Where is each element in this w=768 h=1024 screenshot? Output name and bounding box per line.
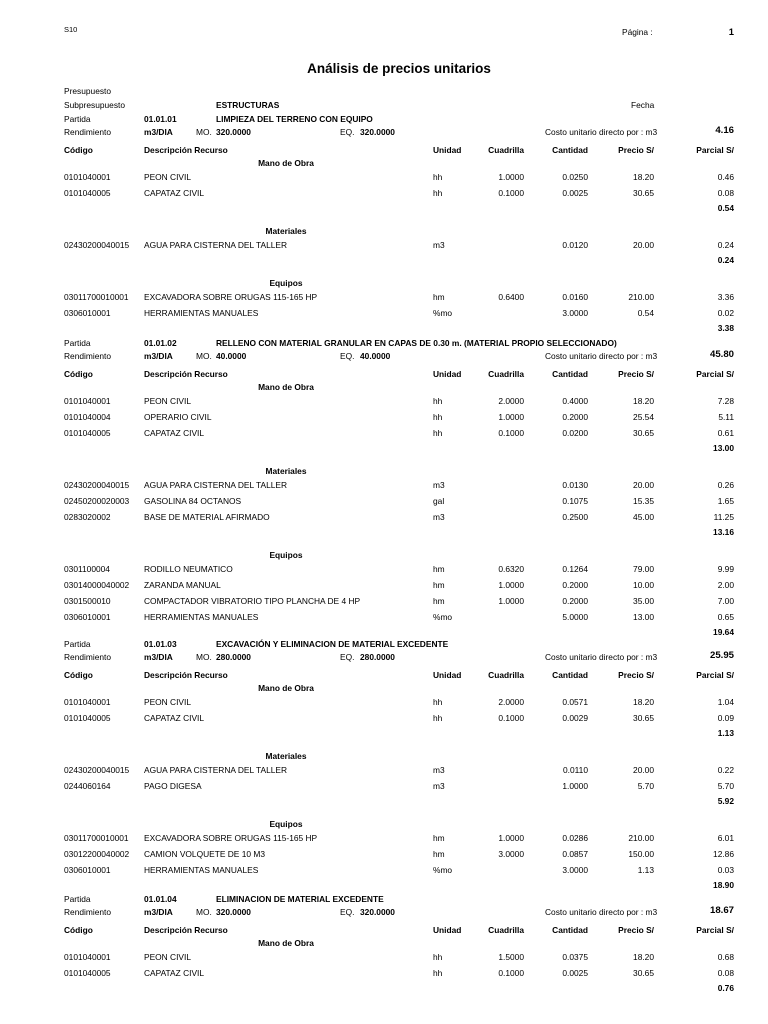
resource-cantidad: 1.0000 xyxy=(562,781,588,791)
partida-name: ELIMINACION DE MATERIAL EXCEDENTE xyxy=(216,894,384,904)
resource-cantidad: 0.0200 xyxy=(562,428,588,438)
resource-unit: m3 xyxy=(433,781,445,791)
resource-cuadrilla: 0.6400 xyxy=(498,292,524,302)
col-header-precio: Precio S/ xyxy=(618,670,654,680)
resource-description: EXCAVADORA SOBRE ORUGAS 115-165 HP xyxy=(144,833,318,843)
resource-unit: hh xyxy=(433,952,443,962)
resource-description: PEON CIVIL xyxy=(144,172,192,182)
resource-code: 0283020002 xyxy=(64,512,111,522)
group-title: Materiales xyxy=(265,466,307,476)
resource-unit: hm xyxy=(433,849,445,859)
rendimiento-label: Rendimiento xyxy=(64,652,112,662)
resource-precio: 210.00 xyxy=(628,292,654,302)
resource-unit: hm xyxy=(433,580,445,590)
report-code: S10 xyxy=(64,25,78,34)
resource-description: OPERARIO CIVIL xyxy=(144,412,212,422)
resource-unit: hm xyxy=(433,564,445,574)
resource-code: 0301100004 xyxy=(64,564,110,574)
resource-parcial: 0.08 xyxy=(717,188,734,198)
rendimiento-unit: m3/DIA xyxy=(144,652,173,662)
resource-parcial: 0.65 xyxy=(717,612,734,622)
resource-cantidad: 0.0110 xyxy=(563,765,588,775)
resource-cuadrilla: 1.0000 xyxy=(498,580,524,590)
resource-cantidad: 0.0120 xyxy=(562,240,588,250)
col-header-cuadrilla: Cuadrilla xyxy=(488,145,524,155)
resource-description: AGUA PARA CISTERNA DEL TALLER xyxy=(144,765,288,775)
resource-code: 0301500010 xyxy=(64,596,111,606)
col-header-codigo: Código xyxy=(64,670,93,680)
page-number: 1 xyxy=(728,26,734,37)
resource-cantidad: 3.0000 xyxy=(562,308,588,318)
resource-cuadrilla: 2.0000 xyxy=(498,697,524,707)
resource-description: CAPATAZ CIVIL xyxy=(144,188,205,198)
resource-cantidad: 0.2000 xyxy=(562,596,588,606)
resource-precio: 150.00 xyxy=(628,849,654,859)
resource-precio: 18.20 xyxy=(633,172,654,182)
resource-code: 02430200040015 xyxy=(64,765,130,775)
resource-precio: 20.00 xyxy=(633,765,654,775)
col-header-cantidad: Cantidad xyxy=(552,925,588,935)
col-header-descripcion: Descripción Recurso xyxy=(144,145,228,155)
resource-parcial: 5.11 xyxy=(718,412,734,422)
resource-cantidad: 5.0000 xyxy=(562,612,588,622)
costo-label: Costo unitario directo por : m3 xyxy=(545,652,658,662)
resource-description: PEON CIVIL xyxy=(144,396,192,406)
resource-parcial: 9.99 xyxy=(717,564,734,574)
resource-code: 0244060164 xyxy=(64,781,111,791)
resource-description: COMPACTADOR VIBRATORIO TIPO PLANCHA DE 4 HP xyxy=(144,596,361,606)
resource-description: HERRAMIENTAS MANUALES xyxy=(144,612,259,622)
resource-code: 0101040001 xyxy=(64,952,111,962)
mo-label: MO. xyxy=(196,652,212,662)
resource-precio: 79.00 xyxy=(633,564,654,574)
page-label: Página : xyxy=(622,27,653,37)
resource-code: 0101040004 xyxy=(64,412,111,422)
group-subtotal: 0.54 xyxy=(717,203,734,213)
col-header-cantidad: Cantidad xyxy=(552,670,588,680)
partida-label: Partida xyxy=(64,894,91,904)
resource-parcial: 0.46 xyxy=(717,172,734,182)
resource-description: GASOLINA 84 OCTANOS xyxy=(144,496,242,506)
resource-parcial: 3.36 xyxy=(717,292,734,302)
col-header-cantidad: Cantidad xyxy=(552,145,588,155)
resource-precio: 30.65 xyxy=(633,968,654,978)
resource-code: 0101040005 xyxy=(64,968,111,978)
resource-parcial: 12.86 xyxy=(713,849,734,859)
resource-parcial: 6.01 xyxy=(717,833,734,843)
resource-precio: 25.54 xyxy=(633,412,654,422)
group-subtotal: 3.38 xyxy=(717,323,734,333)
resource-parcial: 2.00 xyxy=(717,580,734,590)
resource-parcial: 0.61 xyxy=(717,428,734,438)
partida-total: 45.80 xyxy=(709,349,734,360)
resource-parcial: 11.25 xyxy=(713,512,734,522)
mo-value: 320.0000 xyxy=(216,907,251,917)
resource-code: 03011700010001 xyxy=(64,292,129,302)
resource-precio: 5.70 xyxy=(637,781,654,791)
col-header-unidad: Unidad xyxy=(433,369,462,379)
resource-unit: m3 xyxy=(433,480,445,490)
mo-value: 280.0000 xyxy=(216,652,251,662)
resource-cantidad: 0.0857 xyxy=(562,849,588,859)
resource-cantidad: 0.0025 xyxy=(562,968,588,978)
resource-precio: 18.20 xyxy=(633,952,654,962)
group-title: Mano de Obra xyxy=(258,938,314,948)
resource-unit: m3 xyxy=(433,512,445,522)
group-title: Equipos xyxy=(269,819,303,829)
resource-unit: hm xyxy=(433,833,445,843)
resource-parcial: 0.09 xyxy=(717,713,734,723)
resource-unit: hh xyxy=(433,428,443,438)
resource-cuadrilla: 1.0000 xyxy=(498,833,524,843)
resource-parcial: 0.03 xyxy=(717,865,734,875)
rendimiento-unit: m3/DIA xyxy=(144,127,173,137)
resource-cuadrilla: 3.0000 xyxy=(498,849,524,859)
resource-cuadrilla: 0.1000 xyxy=(498,188,524,198)
resource-unit: hh xyxy=(433,396,443,406)
resource-description: CAMION VOLQUETE DE 10 M3 xyxy=(144,849,265,859)
resource-cantidad: 0.0571 xyxy=(562,697,588,707)
resource-precio: 30.65 xyxy=(633,713,654,723)
mo-label: MO. xyxy=(196,351,212,361)
eq-label: EQ. xyxy=(340,907,355,917)
col-header-codigo: Código xyxy=(64,925,93,935)
resource-precio: 0.54 xyxy=(637,308,654,318)
resource-parcial: 1.65 xyxy=(717,496,734,506)
partida-name: RELLENO CON MATERIAL GRANULAR EN CAPAS DE 0.30 m. (MATERIAL PROPIO SELECCIONADO) xyxy=(216,338,617,348)
resource-cantidad: 0.0130 xyxy=(562,480,588,490)
partida-name: EXCAVACIÓN Y ELIMINACION DE MATERIAL EXCEDENTE xyxy=(216,639,449,649)
partida-total: 4.16 xyxy=(715,125,734,136)
resource-cantidad: 0.0250 xyxy=(562,172,588,182)
resource-unit: hm xyxy=(433,596,445,606)
resource-unit: hh xyxy=(433,713,443,723)
rendimiento-label: Rendimiento xyxy=(64,351,112,361)
resource-cantidad: 3.0000 xyxy=(562,865,588,875)
resource-cantidad: 0.4000 xyxy=(562,396,588,406)
resource-unit: hh xyxy=(433,188,443,198)
resource-cuadrilla: 1.0000 xyxy=(498,172,524,182)
resource-parcial: 0.22 xyxy=(717,765,734,775)
resource-code: 0101040005 xyxy=(64,713,111,723)
col-header-parcial: Parcial S/ xyxy=(696,145,734,155)
resource-precio: 20.00 xyxy=(633,240,654,250)
partida-code: 01.01.04 xyxy=(144,894,177,904)
resource-unit: %mo xyxy=(433,612,453,622)
resource-code: 0101040001 xyxy=(64,697,111,707)
col-header-parcial: Parcial S/ xyxy=(696,925,734,935)
group-subtotal: 18.90 xyxy=(713,880,734,890)
resource-parcial: 7.28 xyxy=(717,396,734,406)
resource-unit: hm xyxy=(433,292,445,302)
resource-cantidad: 0.0375 xyxy=(562,952,588,962)
resource-cantidad: 0.2000 xyxy=(562,412,588,422)
resource-description: CAPATAZ CIVIL xyxy=(144,968,205,978)
resource-cuadrilla: 0.1000 xyxy=(498,968,524,978)
col-header-parcial: Parcial S/ xyxy=(696,369,734,379)
resource-description: PEON CIVIL xyxy=(144,697,192,707)
col-header-unidad: Unidad xyxy=(433,925,462,935)
col-header-precio: Precio S/ xyxy=(618,925,654,935)
partida-code: 01.01.03 xyxy=(144,639,177,649)
resource-precio: 1.13 xyxy=(637,865,654,875)
mo-label: MO. xyxy=(196,127,212,137)
subpresupuesto-label: Subpresupuesto xyxy=(64,100,125,110)
col-header-cuadrilla: Cuadrilla xyxy=(488,670,524,680)
resource-code: 02430200040015 xyxy=(64,480,130,490)
presupuesto-label: Presupuesto xyxy=(64,86,112,96)
resource-precio: 30.65 xyxy=(633,188,654,198)
eq-value: 280.0000 xyxy=(360,652,395,662)
col-header-unidad: Unidad xyxy=(433,145,462,155)
mo-value: 40.0000 xyxy=(216,351,247,361)
page-title: Análisis de precios unitarios xyxy=(307,61,491,76)
resource-description: BASE DE MATERIAL AFIRMADO xyxy=(144,512,270,522)
group-subtotal: 19.64 xyxy=(713,627,734,637)
partida-code: 01.01.01 xyxy=(144,114,177,124)
partida-label: Partida xyxy=(64,338,91,348)
resource-precio: 210.00 xyxy=(628,833,654,843)
col-header-unidad: Unidad xyxy=(433,670,462,680)
group-title: Mano de Obra xyxy=(258,683,314,693)
rendimiento-unit: m3/DIA xyxy=(144,351,173,361)
resource-parcial: 7.00 xyxy=(717,596,734,606)
costo-label: Costo unitario directo por : m3 xyxy=(545,907,658,917)
eq-value: 40.0000 xyxy=(360,351,391,361)
col-header-codigo: Código xyxy=(64,369,93,379)
eq-value: 320.0000 xyxy=(360,127,395,137)
resource-parcial: 0.02 xyxy=(717,308,734,318)
col-header-precio: Precio S/ xyxy=(618,369,654,379)
resource-cuadrilla: 0.6320 xyxy=(498,564,524,574)
resource-cuadrilla: 0.1000 xyxy=(498,428,524,438)
col-header-descripcion: Descripción Recurso xyxy=(144,670,228,680)
resource-unit: gal xyxy=(433,496,445,506)
eq-label: EQ. xyxy=(340,351,355,361)
resource-cuadrilla: 0.1000 xyxy=(498,713,524,723)
rendimiento-unit: m3/DIA xyxy=(144,907,173,917)
resource-cantidad: 0.0025 xyxy=(562,188,588,198)
resource-cantidad: 0.2500 xyxy=(562,512,588,522)
resource-cuadrilla: 2.0000 xyxy=(498,396,524,406)
partida-label: Partida xyxy=(64,639,91,649)
fecha-label: Fecha xyxy=(631,100,655,110)
resource-unit: hh xyxy=(433,697,443,707)
resource-code: 0306010001 xyxy=(64,865,111,875)
col-header-precio: Precio S/ xyxy=(618,145,654,155)
eq-label: EQ. xyxy=(340,127,355,137)
resource-precio: 13.00 xyxy=(633,612,654,622)
group-subtotal: 0.76 xyxy=(717,983,734,993)
resource-precio: 45.00 xyxy=(633,512,654,522)
resource-precio: 15.35 xyxy=(633,496,654,506)
resource-parcial: 0.26 xyxy=(717,480,734,490)
resource-code: 0101040005 xyxy=(64,428,111,438)
group-subtotal: 13.16 xyxy=(713,527,734,537)
group-title: Mano de Obra xyxy=(258,382,314,392)
resource-code: 03014000040002 xyxy=(64,580,130,590)
resource-description: AGUA PARA CISTERNA DEL TALLER xyxy=(144,480,288,490)
mo-label: MO. xyxy=(196,907,212,917)
resource-unit: hh xyxy=(433,172,443,182)
resource-unit: m3 xyxy=(433,765,445,775)
group-subtotal: 0.24 xyxy=(717,255,734,265)
resource-description: PEON CIVIL xyxy=(144,952,192,962)
resource-unit: hh xyxy=(433,968,443,978)
partida-total: 18.67 xyxy=(709,905,734,916)
rendimiento-label: Rendimiento xyxy=(64,127,112,137)
group-title: Materiales xyxy=(265,226,307,236)
resource-unit: m3 xyxy=(433,240,445,250)
resource-parcial: 1.04 xyxy=(717,697,734,707)
partida-label: Partida xyxy=(64,114,91,124)
resource-description: PAGO DIGESA xyxy=(144,781,202,791)
eq-value: 320.0000 xyxy=(360,907,395,917)
col-header-cuadrilla: Cuadrilla xyxy=(488,925,524,935)
resource-description: ZARANDA MANUAL xyxy=(144,580,221,590)
col-header-descripcion: Descripción Recurso xyxy=(144,369,228,379)
partida-code: 01.01.02 xyxy=(144,338,177,348)
resource-precio: 18.20 xyxy=(633,396,654,406)
costo-label: Costo unitario directo por : m3 xyxy=(545,351,658,361)
resource-cantidad: 0.1264 xyxy=(562,564,588,574)
subpresupuesto-value: ESTRUCTURAS xyxy=(216,100,280,110)
resource-precio: 20.00 xyxy=(633,480,654,490)
resource-code: 03011700010001 xyxy=(64,833,129,843)
eq-label: EQ. xyxy=(340,652,355,662)
resource-code: 0101040001 xyxy=(64,172,111,182)
rendimiento-label: Rendimiento xyxy=(64,907,112,917)
resource-parcial: 0.68 xyxy=(717,952,734,962)
resource-description: CAPATAZ CIVIL xyxy=(144,713,205,723)
resource-cantidad: 0.0029 xyxy=(562,713,588,723)
resource-unit: %mo xyxy=(433,865,453,875)
col-header-cantidad: Cantidad xyxy=(552,369,588,379)
group-title: Mano de Obra xyxy=(258,158,314,168)
col-header-descripcion: Descripción Recurso xyxy=(144,925,228,935)
resource-description: RODILLO NEUMATICO xyxy=(144,564,233,574)
col-header-parcial: Parcial S/ xyxy=(696,670,734,680)
partida-total: 25.95 xyxy=(709,650,734,661)
resource-description: EXCAVADORA SOBRE ORUGAS 115-165 HP xyxy=(144,292,318,302)
resource-precio: 10.00 xyxy=(633,580,654,590)
resource-code: 03012200040002 xyxy=(64,849,130,859)
group-title: Equipos xyxy=(269,550,303,560)
resource-cuadrilla: 1.0000 xyxy=(498,412,524,422)
resource-code: 0101040001 xyxy=(64,396,111,406)
col-header-codigo: Código xyxy=(64,145,93,155)
resource-code: 0306010001 xyxy=(64,612,111,622)
col-header-cuadrilla: Cuadrilla xyxy=(488,369,524,379)
resource-parcial: 5.70 xyxy=(717,781,734,791)
resource-description: CAPATAZ CIVIL xyxy=(144,428,205,438)
resource-precio: 35.00 xyxy=(633,596,654,606)
group-title: Equipos xyxy=(269,278,303,288)
resource-cantidad: 0.0286 xyxy=(562,833,588,843)
group-subtotal: 13.00 xyxy=(713,443,734,453)
resource-precio: 30.65 xyxy=(633,428,654,438)
resource-description: AGUA PARA CISTERNA DEL TALLER xyxy=(144,240,288,250)
group-subtotal: 5.92 xyxy=(717,796,734,806)
resource-code: 0101040005 xyxy=(64,188,111,198)
resource-description: HERRAMIENTAS MANUALES xyxy=(144,865,259,875)
resource-cuadrilla: 1.5000 xyxy=(498,952,524,962)
resource-code: 0306010001 xyxy=(64,308,111,318)
resource-parcial: 0.24 xyxy=(717,240,734,250)
costo-label: Costo unitario directo por : m3 xyxy=(545,127,658,137)
group-title: Materiales xyxy=(265,751,307,761)
partida-name: LIMPIEZA DEL TERRENO CON EQUIPO xyxy=(216,114,373,124)
resource-cantidad: 0.2000 xyxy=(562,580,588,590)
resource-cantidad: 0.0160 xyxy=(562,292,588,302)
resource-cantidad: 0.1075 xyxy=(562,496,588,506)
resource-unit: hh xyxy=(433,412,443,422)
resource-description: HERRAMIENTAS MANUALES xyxy=(144,308,259,318)
resource-code: 02430200040015 xyxy=(64,240,130,250)
resource-precio: 18.20 xyxy=(633,697,654,707)
resource-unit: %mo xyxy=(433,308,453,318)
group-subtotal: 1.13 xyxy=(717,728,734,738)
mo-value: 320.0000 xyxy=(216,127,251,137)
resource-cuadrilla: 1.0000 xyxy=(498,596,524,606)
resource-parcial: 0.08 xyxy=(717,968,734,978)
resource-code: 02450200020003 xyxy=(64,496,130,506)
